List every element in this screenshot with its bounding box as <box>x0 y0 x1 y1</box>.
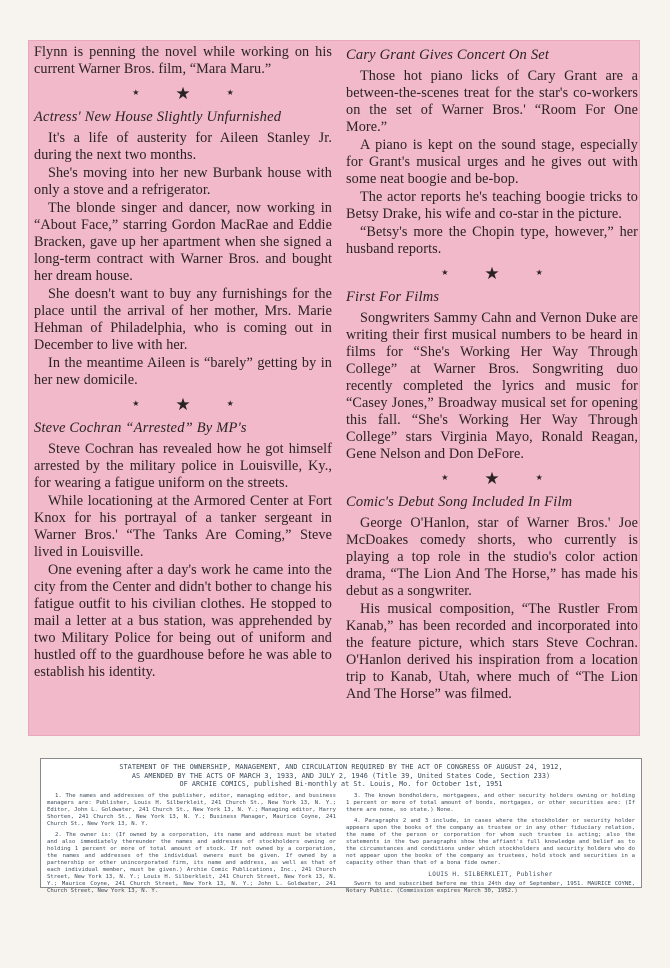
article-headline: Steve Cochran “Arrested” By MP's <box>34 420 247 436</box>
article-paragraph: Flynn is penning the novel while working on his current Warner Bros. film, “Mara Maru.” <box>34 44 332 77</box>
article-paragraph: “Betsy's more the Chopin type, however,” her husband reports. <box>346 224 638 257</box>
article-paragraph: The blonde singer and dancer, now working in “About Face,” starring Gordon MacRae and Eddie Bracken, gave up her apartment when she signed a long-term contract with Warner Bros. and bought her dream house. <box>34 200 332 284</box>
statement-left-column <box>47 793 336 899</box>
small-star-icon: ★ <box>132 88 140 97</box>
article-paragraph: Songwriters Sammy Cahn and Vernon Duke are writing their first musical numbers to be heard in films for “She's Working Her Way Through College” at Warner Bros. Songwriting duo recently completed the lyrics and music for “Casey Jones,” Broadway musical set for opening this fall. “She's Working Her Way Through College” stars Virginia Mayo, Ronald Reagan, Gene Nelson and Don DeFore. <box>346 310 638 462</box>
article-headline: Cary Grant Gives Concert On Set <box>346 47 550 63</box>
right-column <box>346 44 638 704</box>
article-paragraph: One evening after a day's work he came into the city from the Center and didn't bother to change his fatigue outfit to his civilian clothes. He stopped to mail a letter at a bus station, was apprehended by two Military Police for being out of uniform and hustled off to the guardhouse before he was able to establish his identity. <box>34 562 332 680</box>
article-paragraph: The actor reports he's teaching boogie tricks to Betsy Drake, his wife and co-star in the picture. <box>346 189 638 222</box>
statement-heading: AS AMENDED BY THE ACTS OF MARCH 3, 1933, AND JULY 2, 1946 (Title 39, United States Code, Section 233) <box>131 771 551 780</box>
article-paragraph: Steve Cochran has revealed how he got himself arrested by the military police in Louisville, Ky., for wearing a fatigue uniform on the streets. <box>34 441 332 491</box>
article-paragraph: She doesn't want to buy any furnishings for the place until the arrival of her mother, Mrs. Marie Hehman of Philadelphia, who is coming out in December to live with her. <box>34 286 332 353</box>
article-paragraph: It's a life of austerity for Aileen Stanley Jr. during the next two months. <box>34 130 332 163</box>
article-paragraph: A piano is kept on the sound stage, especially for Grant's musical urges and he gives out with some neat boogie and be-bop. <box>346 137 638 187</box>
statement-item: 2. The owner is: (If owned by a corporation, its name and address must be stated and also immediately thereunder the names and addresses of stockholders owning or holding 1 percent or more of total amount of stock. If not owned by a corporation, the names and addresses of the individual owners must be given. If owned by a partnership or other unincorporated firm, its name and address, as well as that of each individual member, must be given.) Archie Comic Publications, Inc., 241 Church Street, New York 13, N. Y.; Louis H. Silberkleit, 241 Church Street, New York 13, N. Y.; Maurice Coyne, 241 Church Street, New York 13, N. Y.; John L. Goldwater, 241 Church Street, New York 13, N. Y. <box>47 831 336 894</box>
article-headline: First For Films <box>346 289 440 305</box>
small-star-icon: ★ <box>441 473 449 482</box>
article-headline: Actress' New House Slightly Unfurnished <box>34 109 282 125</box>
left-column <box>34 44 332 682</box>
small-star-icon: ★ <box>535 268 543 277</box>
small-star-icon: ★ <box>535 473 543 482</box>
section-divider <box>34 82 332 104</box>
article-paragraph: His musical composition, “The Rustler From Kanab,” has been recorded and incorporated into the feature picture, which stars Steve Cochran. O'Hanlon derived his inspiration from a location trip to Kanab, Utah, where much of “The Lion And The Horse” was filmed. <box>346 601 638 702</box>
section-divider <box>346 467 638 489</box>
article-paragraph: Those hot piano licks of Cary Grant are a between-the-scenes treat for the star's co-workers on the set of Warner Bros.' “Room For One More.” <box>346 68 638 135</box>
small-star-icon: ★ <box>441 268 449 277</box>
statement-item: 1. The names and addresses of the publisher, editor, managing editor, and business managers are: Publisher, Louis H. Silberkleit, 241 Church St., New York 13, N. Y.; Editor, John L. Goldwater, 241 Church St., New York 13, N. Y.; Managing editor, Harry Shorten, 241 Church St., New York 13, N. Y.; Business Manager, Maurice Coyne, 241 Church St., New York 13, N. Y. <box>47 792 336 827</box>
small-star-icon: ★ <box>226 88 234 97</box>
section-divider <box>34 393 332 415</box>
statement-columns <box>47 793 635 899</box>
statement-right-column <box>346 793 635 899</box>
large-star-icon: ★ <box>484 468 500 488</box>
article-headline: Comic's Debut Song Included In Film <box>346 494 573 510</box>
ownership-statement <box>40 758 642 894</box>
article-paragraph: In the meantime Aileen is “barely” getting by in her new domicile. <box>34 355 332 388</box>
notary-statement: Sworn to and subscribed before me this 24th day of September, 1951. MAURICE COYNE, Notary Public. (Commission expires March 30, 1952.) <box>346 880 635 894</box>
article-paragraph: While locationing at the Armored Center at Fort Knox for his portrayal of a tanker sergeant in Warner Bros.' “The Tanks Are Coming,” Steve lived in Louisville. <box>34 493 332 560</box>
small-star-icon: ★ <box>226 399 234 408</box>
statement-item: 4. Paragraphs 2 and 3 include, in cases where the stockholder or security holder appears upon the books of the company as trustee or in any other fiduciary relation, the name of the person or corporation for whom such trustee is acting; also the statements in the two paragraphs show the affiant's full knowledge and belief as to the circumstances and conditions under which stockholders and security holders who do not appear upon the books of the company as trustees, hold stock and securities in a capacity other than that of a bona fide owner. <box>346 817 635 866</box>
statement-item: 3. The known bondholders, mortgagees, and other security holders owning or holding 1 percent or more of total amount of bonds, mortgages, or other securities are: (If there are none, so state.) None. <box>346 792 635 813</box>
small-star-icon: ★ <box>132 399 140 408</box>
section-divider <box>346 262 638 284</box>
statement-heading: STATEMENT OF THE OWNERSHIP, MANAGEMENT, AND CIRCULATION REQUIRED BY THE ACT OF CONGRESS OF AUGUST 24, 1912, <box>119 763 563 771</box>
large-star-icon: ★ <box>484 263 500 283</box>
article-paragraph: George O'Hanlon, star of Warner Bros.' Joe McDoakes comedy shorts, who currently is playing a top role in the studio's color action drama, “The Lion And The Horse,” has made his debut as a songwriter. <box>346 515 638 599</box>
large-star-icon: ★ <box>175 394 191 414</box>
publisher-signature: LOUIS H. SILBERKLEIT, Publisher <box>428 870 553 878</box>
large-star-icon: ★ <box>175 83 191 103</box>
statement-heading: OF ARCHIE COMICS, published Bi-monthly at St. Louis, Mo. for October 1st, 1951 <box>179 780 503 788</box>
article-paragraph: She's moving into her new Burbank house with only a stove and a refrigerator. <box>34 165 332 198</box>
